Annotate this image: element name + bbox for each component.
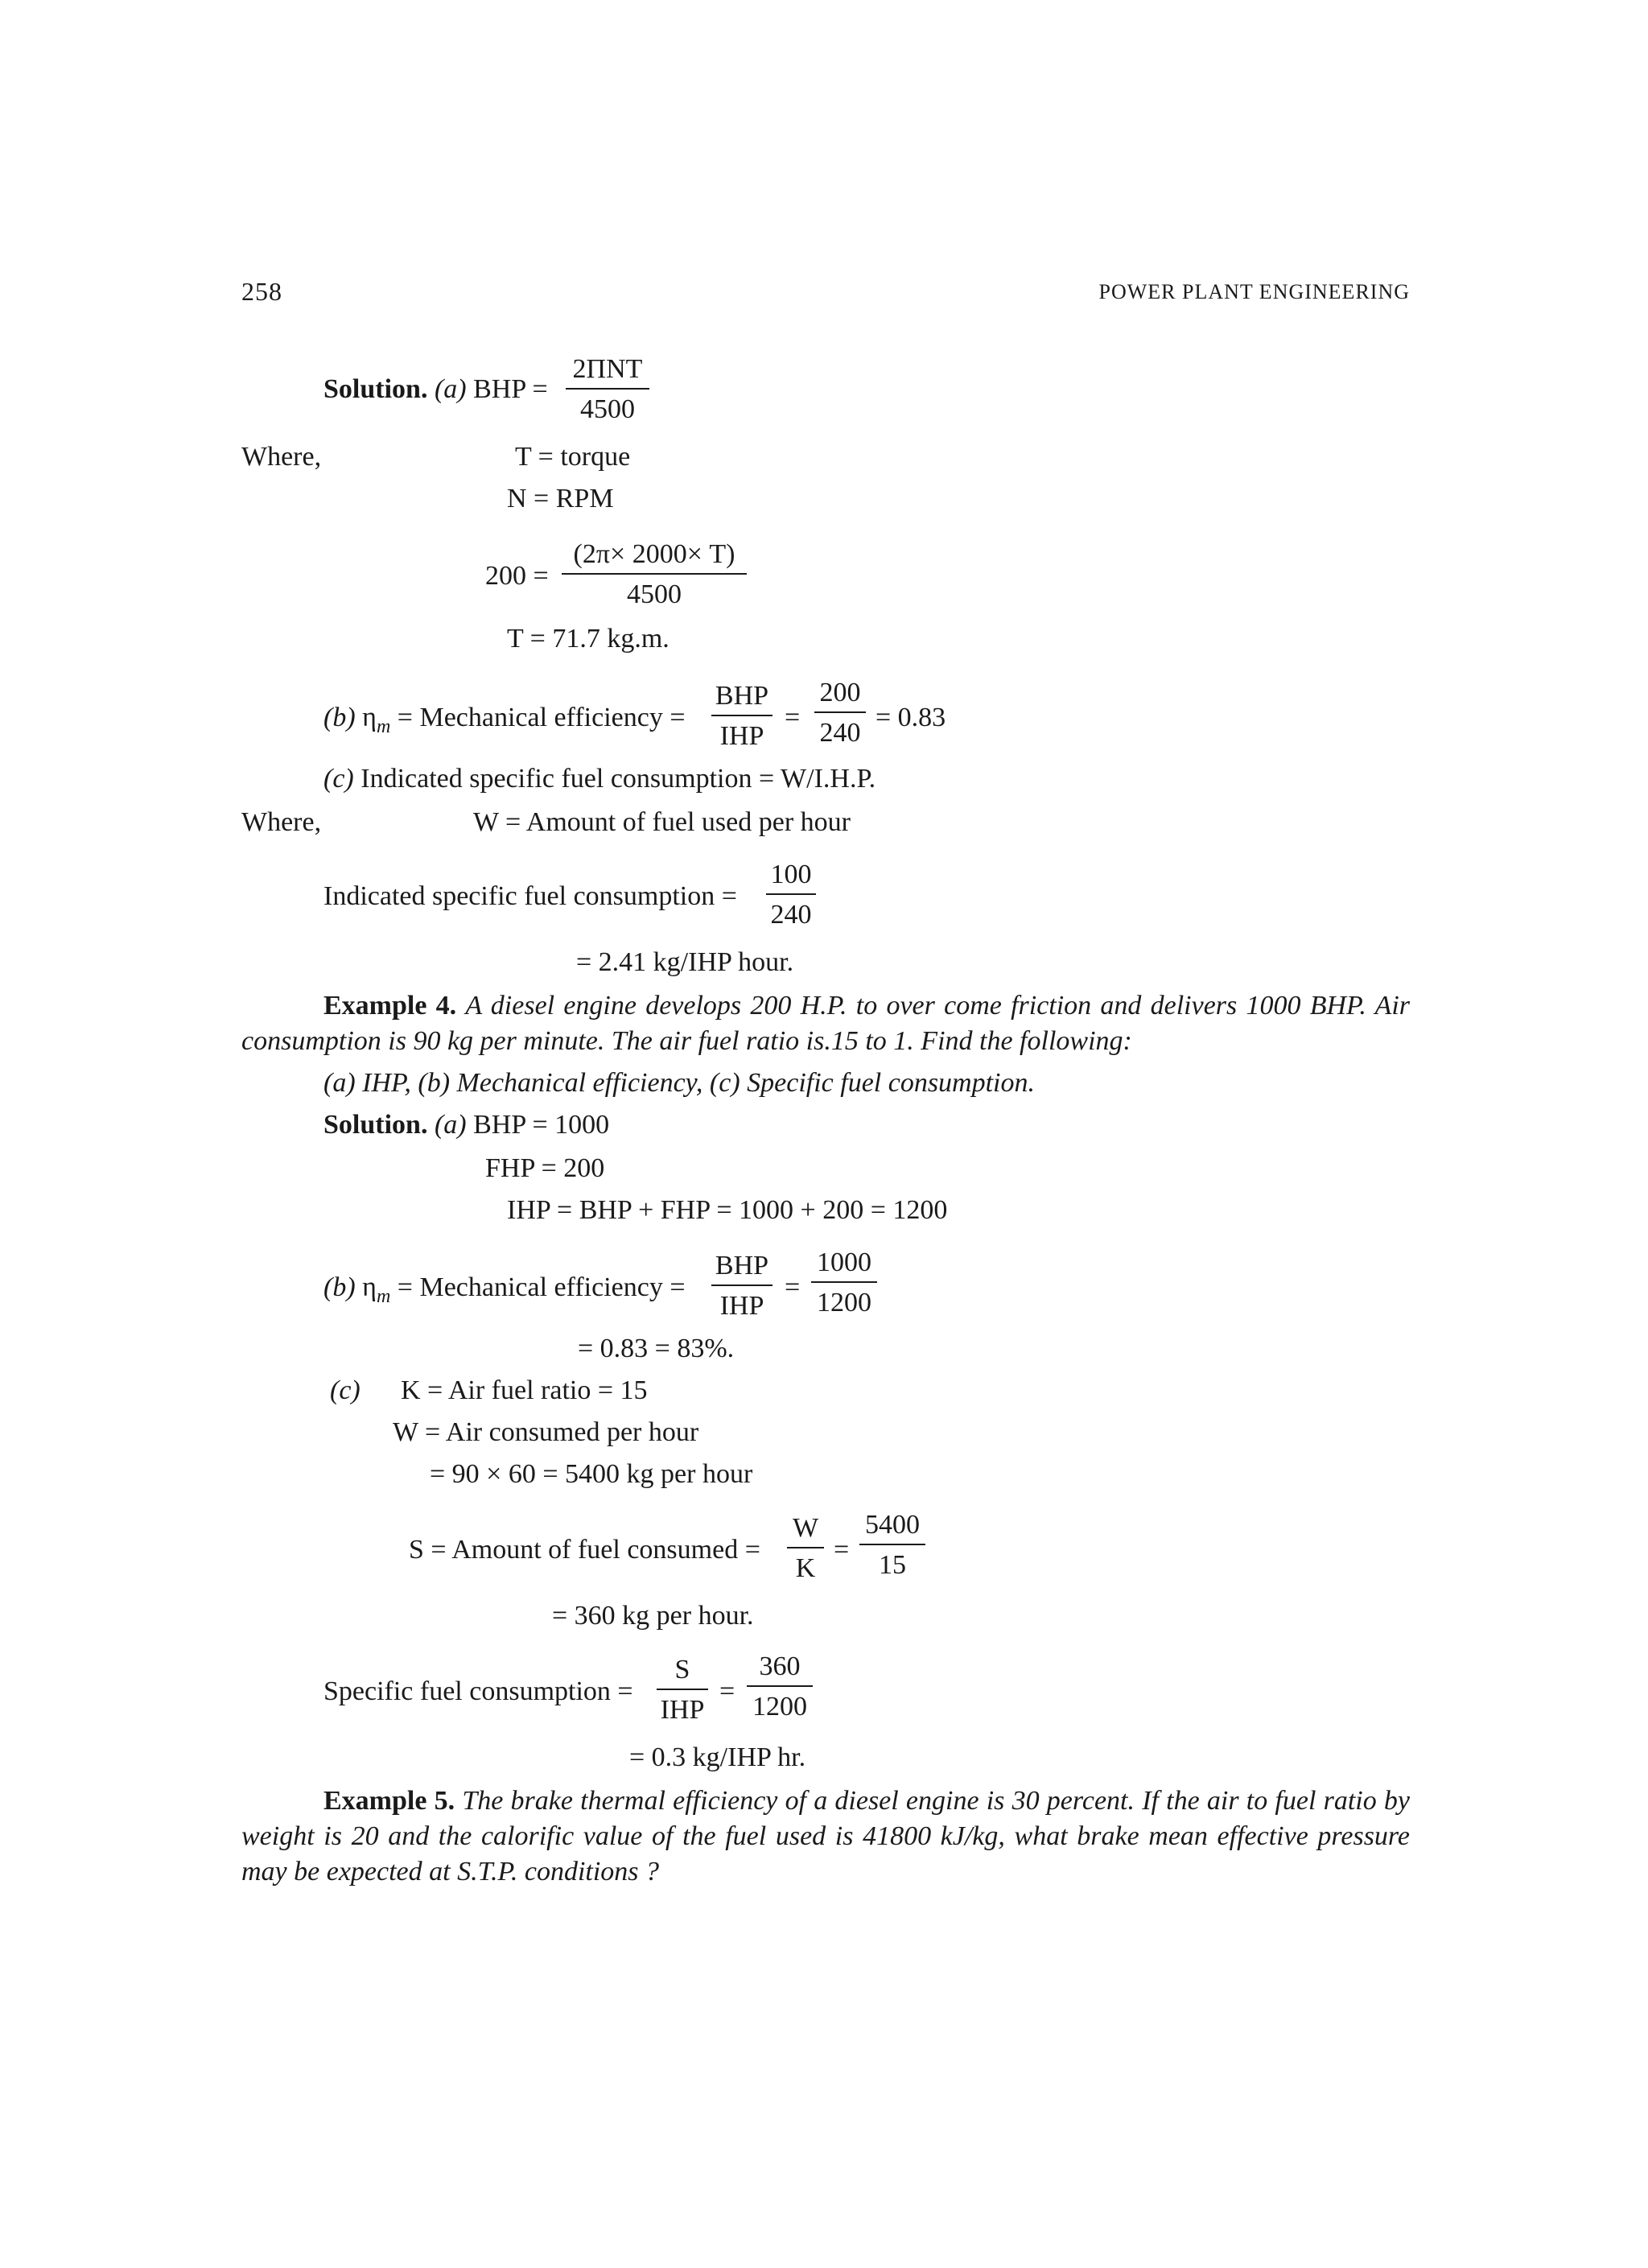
ex4-s-lhs: S = Amount of fuel consumed = [409, 1535, 760, 1565]
mech-eff-text: = Mechanical efficiency = [397, 703, 686, 732]
isfc-definition-line [323, 763, 876, 795]
ex4-bhp-line: BHP = 1000 [473, 1110, 610, 1140]
ex4-sfc-result: = 0.3 kg/IHP hr. [629, 1742, 806, 1772]
example-5-label: Example 5. [323, 1786, 455, 1816]
isfc-numerator: 100 [766, 860, 816, 895]
page-number: 258 [241, 277, 282, 306]
part-b-label: (b) [323, 703, 356, 732]
ex4-eta-symbol: $\eta_m$ [362, 1272, 391, 1307]
ex4-mech-eff-text: = Mechanical efficiency = [397, 1272, 686, 1302]
eta-subscript: m [376, 715, 391, 737]
torque-definition: T = torque [515, 442, 631, 472]
ex4-part-b-label: (b) [323, 1272, 356, 1302]
ex4-ihp-line: IHP = BHP + FHP = 1000 + 200 = 1200 [507, 1195, 948, 1225]
example-4-parts-text: (a) IHP, (b) Mechanical efficiency, (c) Specific fuel consumption. [323, 1068, 1035, 1098]
isfc-lhs: Indicated specific fuel consumption = [323, 881, 737, 911]
example-4-statement [241, 988, 1410, 1059]
where-label-2: Where, [241, 807, 322, 837]
eta-symbol: $\eta_m$ [362, 703, 391, 737]
rpm-definition: N = RPM [507, 484, 614, 513]
ex4-eta-subscript: m [376, 1285, 391, 1307]
ex4-mech-eff-line [323, 1272, 686, 1313]
ex4-sfc-denominator-2: 1200 [752, 1692, 807, 1722]
running-title: POWER PLANT ENGINEERING [1098, 280, 1410, 303]
ex4-solution-line [323, 1109, 609, 1141]
ex4-mech-eff-denominator-1: IHP [719, 1291, 764, 1321]
mech-eff-fraction-1 [711, 681, 772, 752]
ex4-w-calc: = 90 × 60 = 5400 kg per hour [430, 1459, 753, 1489]
eq200-fraction [562, 539, 747, 610]
part-c-label: (c) [323, 764, 354, 794]
ex4-sfc-fraction-2 [747, 1652, 813, 1722]
mech-eff-numerator-2: 200 [814, 678, 866, 713]
bhp-fraction [566, 354, 649, 425]
ex4-mech-eff-fraction-2 [811, 1247, 877, 1318]
ex4-mech-eff-fraction-1 [711, 1251, 772, 1322]
isfc-fraction [766, 860, 816, 930]
ex4-w-line: W = Air consumed per hour [393, 1417, 699, 1447]
ex4-sfc-lhs: Specific fuel consumption = [323, 1676, 633, 1706]
example-4-text: A diesel engine develops 200 H.P. to over come friction and delivers 1000 BHP. Air consumption is 90 kg per minute. The air fuel ratio is.15 to 1. Find the following: [241, 991, 1410, 1056]
eq200-denominator: 4500 [627, 579, 682, 609]
example-4-label: Example 4. [323, 991, 457, 1021]
ex4-mech-eff-numerator-2: 1000 [811, 1247, 877, 1283]
example-5-text: The brake thermal efficiency of a diesel engine is 30 percent. If the air to fuel ratio by weight is 20 and the calorific value of the fuel used is 41800 kJ/kg, what brake mean effective pressure may be expected at S.T.P. conditions ? [241, 1786, 1411, 1887]
part-a-label: (a) [434, 374, 467, 404]
ex4-s-denominator-1: K [795, 1553, 816, 1583]
ex4-fhp-line: FHP = 200 [485, 1153, 605, 1183]
ex4-sfc-fraction-1 [657, 1655, 708, 1726]
where-label-1: Where, [241, 442, 322, 472]
ex4-mech-eff-numerator-1: BHP [711, 1251, 772, 1286]
mech-eff-denominator-1: IHP [719, 721, 764, 751]
eq200-numerator: (2π× 2000× T) [562, 539, 747, 575]
isfc-denominator: 240 [770, 900, 812, 930]
example-5-statement [241, 1783, 1410, 1890]
equals-sign-1: = [785, 703, 801, 732]
isfc-result: = 2.41 kg/IHP hour. [576, 947, 794, 977]
ex4-s-fraction-1 [787, 1513, 824, 1584]
eq200-lhs: 200 = [485, 561, 549, 591]
mech-eff-fraction-2 [814, 678, 866, 748]
mech-eff-denominator-2: 240 [819, 718, 861, 748]
mech-eff-line-1 [323, 702, 686, 743]
mech-eff-result-1: = 0.83 [876, 703, 946, 732]
ex4-mech-eff-denominator-2: 1200 [817, 1288, 871, 1318]
bhp-numerator: 2ΠNT [566, 354, 649, 390]
fuel-amount-definition: W = Amount of fuel used per hour [473, 807, 851, 837]
ex4-sfc-numerator-2: 360 [747, 1652, 813, 1687]
ex4-part-c-label [330, 1375, 360, 1407]
ex4-s-denominator-2: 15 [879, 1550, 906, 1580]
ex4-mech-eff-result: = 0.83 = 83%. [578, 1334, 735, 1363]
bhp-denominator: 4500 [580, 394, 635, 424]
ex4-s-numerator-1: W [787, 1513, 824, 1548]
ex4-s-equals-sign: = [834, 1535, 850, 1565]
ex4-part-c-text: (c) [330, 1375, 360, 1405]
ex4-solution-label: Solution. [323, 1110, 428, 1140]
ex4-equals-sign-1: = [785, 1272, 801, 1302]
isfc-definition-text: Indicated specific fuel consumption = W/I.H.P. [360, 764, 876, 794]
ex4-sfc-numerator-1: S [657, 1655, 708, 1690]
bhp-lhs: BHP = [473, 374, 548, 404]
ex4-sfc-equals-sign: = [719, 1676, 735, 1706]
ex4-s-fraction-2 [859, 1510, 925, 1581]
ex4-sfc-denominator-1: IHP [660, 1695, 705, 1725]
ex4-s-result: = 360 kg per hour. [552, 1601, 754, 1631]
solution-bhp-line [323, 373, 548, 406]
torque-result: T = 71.7 kg.m. [507, 624, 670, 654]
ex4-k-line: K = Air fuel ratio = 15 [401, 1375, 648, 1405]
ex4-part-a-label: (a) [434, 1110, 467, 1140]
solution-label: Solution. [323, 374, 428, 404]
ex4-s-numerator-2: 5400 [859, 1510, 925, 1545]
example-4-parts [323, 1067, 1035, 1099]
mech-eff-numerator-1: BHP [711, 681, 772, 716]
